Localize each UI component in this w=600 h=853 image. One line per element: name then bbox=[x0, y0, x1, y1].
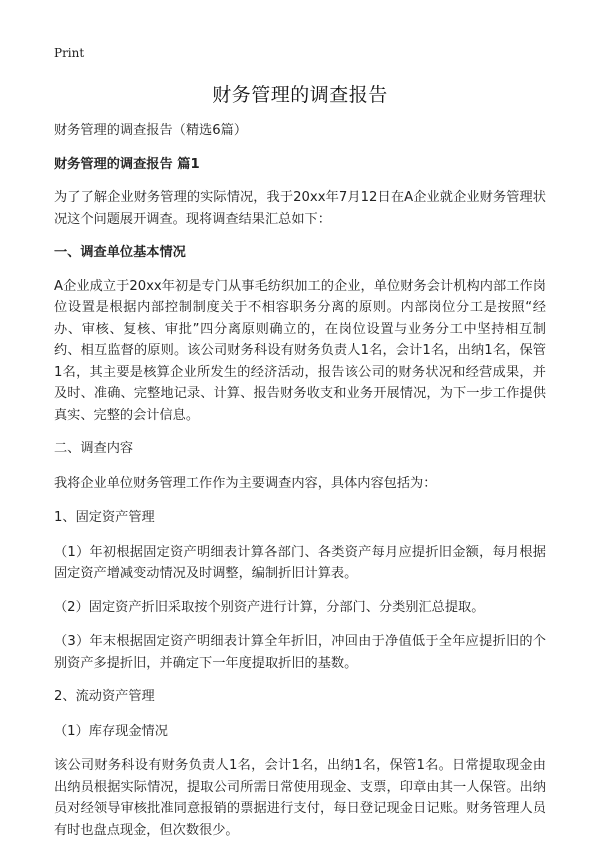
document-title: 财务管理的调查报告 bbox=[212, 84, 388, 106]
item-current-assets: 2、流动资产管理 bbox=[54, 689, 155, 704]
intro-paragraph: 为了了解企业财务管理的实际情况，我于20xx年7月12日在A企业就企业财务管理状况这个问题展开调查。现将调查结果汇总如下： bbox=[54, 190, 546, 227]
item-cash-on-hand: （1）库存现金情况 bbox=[54, 723, 168, 739]
heading-basic-info: 一、调查单位基本情况 bbox=[54, 245, 186, 260]
heading-survey-content: 二、调查内容 bbox=[54, 441, 134, 456]
section-title: 财务管理的调查报告 篇1 bbox=[54, 156, 200, 172]
basic-info-paragraph: A企业成立于20xx年初是专门从事毛纺织加工的企业，单位财务会计机构内部工作岗位设置是根据内部控制制度关于不相容职务分离的原则。内部岗位分工是按照“经办、审核、复核、审批”四分离原则确立的，在岗位设置与业务分工中坚持相互制约、相互监督的原则。该公司财务科设有财务负责人1名，会计1名，出纳1名，保管1名，其主要是核算企业所发生的经济活动，报告该公司的财务状况和经营成果，并及时、准确、完整地记录、计算、报告财务收支和业务开展情况，为下一步工作提供真实、完整的会计信息。 bbox=[54, 278, 546, 423]
survey-content-paragraph: 我将企业单位财务管理工作作为主要调查内容，具体内容包括为： bbox=[54, 475, 437, 491]
print-label: Print bbox=[54, 46, 85, 60]
document-body bbox=[54, 120, 546, 853]
item-fixed-assets-3: （3）年末根据固定资产明细表计算全年折旧，冲回由于净值低于全年应提折旧的个别资产多提折旧，并确定下一年度提取折旧的基数。 bbox=[54, 634, 546, 671]
item-fixed-assets-1: （1）年初根据固定资产明细表计算各部门、各类资产每月应提折旧金额，每月根据固定资产增减变动情况及时调整，编制折旧计算表。 bbox=[54, 544, 546, 581]
document-subtitle: 财务管理的调查报告（精选6篇） bbox=[54, 123, 248, 138]
item-fixed-assets-2: （2）固定资产折旧采取按个别资产进行计算，分部门、分类别汇总提取。 bbox=[54, 599, 485, 615]
item-fixed-assets: 1、固定资产管理 bbox=[54, 510, 155, 525]
cash-paragraph: 该公司财务科设有财务负责人1名，会计1名，出纳1名，保管1名。日常提取现金由出纳员根据实际情况，提取公司所需日常使用现金、支票，印章由其一人保管。出纳员对经领导审核批准同意报销的票据进行支付，每日登记现金日记账。财务管理人员有时也盘点现金，但次数很少。 bbox=[54, 758, 546, 838]
